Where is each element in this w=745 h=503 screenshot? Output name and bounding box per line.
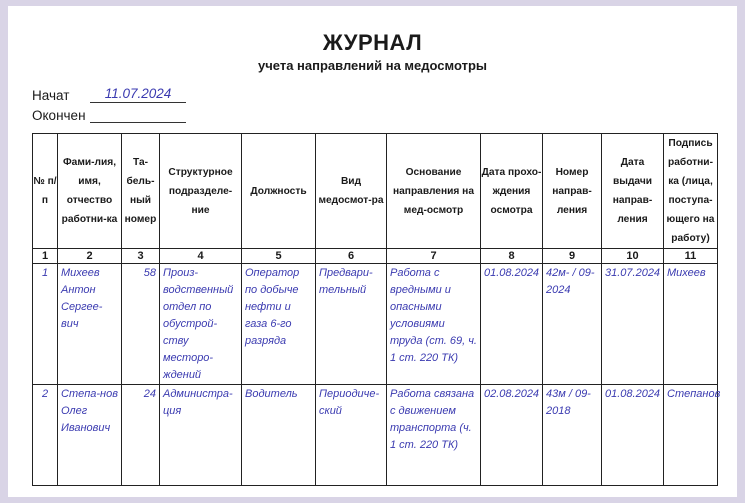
cell-exam-date: 02.08.2024	[481, 385, 543, 486]
column-number: 8	[481, 249, 543, 264]
table-row	[33, 385, 718, 486]
cell-basis: Работа связана с движением транспорта (ч. 1 ст. 220 ТК)	[387, 385, 481, 486]
cell-department: Произ-водственный отдел по обустрой-ству месторо-ждений	[160, 264, 242, 385]
column-number: 1	[33, 249, 58, 264]
page-title: ЖУРНАЛ	[322, 30, 423, 55]
column-number: 9	[543, 249, 602, 264]
cell-exam-type: Периодиче-ский	[316, 385, 387, 486]
page-subtitle: учета направлений на медосмотры	[258, 58, 487, 73]
col-header: Дата выдачи направ-ления	[602, 134, 664, 249]
col-header: Структурное подразделе-ние	[160, 134, 242, 249]
cell-exam-type: Предвари-тельный	[316, 264, 387, 385]
col-header: Дата прохо-ждения осмотра	[481, 134, 543, 249]
cell-tab-number: 24	[122, 385, 160, 486]
column-number: 11	[664, 249, 718, 264]
register-table	[32, 133, 721, 486]
col-header: Фами-лия, имя, отчество работни-ка	[58, 134, 122, 249]
started-field[interactable]: 11.07.2024	[90, 86, 186, 103]
started-row	[32, 86, 186, 103]
col-header: Подпись работни-ка (лица, поступа-ющего на работу)	[664, 134, 718, 249]
column-number: 6	[316, 249, 387, 264]
column-number-row	[33, 249, 718, 264]
cell-employee-name: Михеев Антон Сергее-вич	[58, 264, 122, 385]
column-number: 5	[242, 249, 316, 264]
finished-row	[32, 106, 186, 123]
cell-position: Водитель	[242, 385, 316, 486]
cell-issue-date: 01.08.2024	[602, 385, 664, 486]
cell-employee-name: Степа-нов Олег Иванович	[58, 385, 122, 486]
column-number: 10	[602, 249, 664, 264]
cell-signature: Степанов	[664, 385, 718, 486]
column-number: 4	[160, 249, 242, 264]
cell-number: 1	[33, 264, 58, 385]
cell-position: Оператор по добыче нефти и газа 6-го разряда	[242, 264, 316, 385]
col-header: Та-бель-ный номер	[122, 134, 160, 249]
col-header: № п/п	[33, 134, 58, 249]
journal-sheet	[8, 6, 737, 497]
finished-label: Окончен	[32, 108, 86, 123]
col-header: Должность	[242, 134, 316, 249]
cell-exam-date: 01.08.2024	[481, 264, 543, 385]
started-label: Начат	[32, 88, 70, 103]
column-number: 3	[122, 249, 160, 264]
cell-referral-number: 43м / 09-2018	[543, 385, 602, 486]
cell-referral-number: 42м- / 09-2024	[543, 264, 602, 385]
finished-field[interactable]	[90, 106, 186, 123]
cell-basis: Работа с вредными и опасными условиями труда (ст. 69, ч. 1 ст. 220 ТК)	[387, 264, 481, 385]
cell-department: Администра-ция	[160, 385, 242, 486]
table-row	[33, 264, 718, 385]
col-header: Номер направ-ления	[543, 134, 602, 249]
cell-tab-number: 58	[122, 264, 160, 385]
cell-issue-date: 31.07.2024	[602, 264, 664, 385]
column-number: 7	[387, 249, 481, 264]
cell-signature: Михеев	[664, 264, 718, 385]
cell-number: 2	[33, 385, 58, 486]
column-number: 2	[58, 249, 122, 264]
header-row	[33, 134, 718, 249]
col-header: Основание направления на мед-осмотр	[387, 134, 481, 249]
col-header: Вид медосмот-ра	[316, 134, 387, 249]
